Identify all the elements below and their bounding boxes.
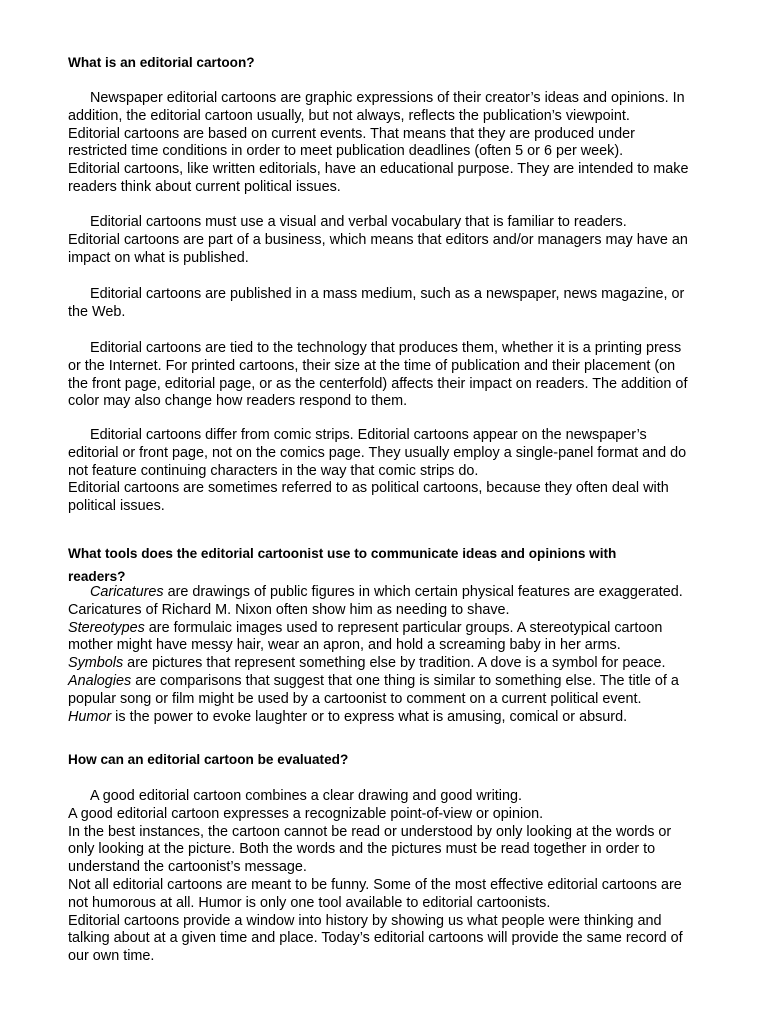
term-humor: Humor <box>68 708 112 725</box>
text-line: editorial or front page, not on the comics page. They usually employ a single-panel format and do <box>68 444 687 461</box>
text-line: the front page, editorial page, or as the centerfold) affects their impact on readers. The addition of <box>68 375 688 392</box>
text-line: not feature continuing characters in the way that comic strips do. <box>68 462 479 479</box>
text-line: In the best instances, the cartoon cannot be read or understood by only looking at the words or <box>68 823 672 840</box>
text-line: Editorial cartoons, like written editorials, have an educational purpose. They are intended to make <box>68 161 689 178</box>
text-line: political issues. <box>68 498 165 515</box>
text-line: impact on what is published. <box>68 249 249 266</box>
definition-text: are formulaic images used to represent particular groups. A stereotypical cartoon <box>144 619 663 636</box>
text-line: restricted time conditions in order to meet publication deadlines (often 5 or 6 per week). <box>68 143 624 160</box>
term-analogies: Analogies <box>68 672 132 689</box>
text-line: addition, the editorial cartoon usually, but not always, reflects the publication’s viewpoint. <box>68 107 630 124</box>
paragraph-comic-strips <box>68 427 728 516</box>
text-line: Editorial cartoons must use a visual and verbal vocabulary that is familiar to readers. <box>90 214 627 230</box>
text-line: Not all editorial cartoons are meant to be funny. Some of the most effective editorial cartoons are <box>68 876 682 893</box>
paragraph-evaluation <box>68 788 728 966</box>
tool-humor <box>68 709 728 727</box>
text-line: Caricatures of Richard M. Nixon often show him as needing to shave. <box>68 601 510 618</box>
text-line: Editorial cartoons provide a window into history by showing us what people were thinking and <box>68 912 662 929</box>
text-line: Newspaper editorial cartoons are graphic expressions of their creator’s ideas and opinions. In <box>90 90 685 106</box>
section-heading-evaluation: How can an editorial cartoon be evaluated? <box>68 752 349 767</box>
tool-symbols <box>68 655 728 673</box>
text-line: our own time. <box>68 948 155 965</box>
text-line: Editorial cartoons differ from comic strips. Editorial cartoons appear on the newspaper’s <box>90 427 647 443</box>
definition-text: are pictures that represent something else by tradition. A dove is a symbol for peace. <box>123 655 666 672</box>
text-line: color may also change how readers respond to them. <box>68 393 408 410</box>
tool-analogies <box>68 673 728 691</box>
tool-stereotypes <box>68 620 728 638</box>
paragraph-mass-medium <box>68 286 728 322</box>
definition-text: are drawings of public figures in which certain physical features are exaggerated. <box>163 584 683 600</box>
text-line: A good editorial cartoon expresses a recognizable point-of-view or opinion. <box>68 805 544 822</box>
term-caricatures: Caricatures <box>90 584 164 600</box>
paragraph-technology <box>68 340 728 411</box>
tools-list <box>68 584 728 726</box>
text-line: only looking at the picture. Both the words and the pictures must be read together in order to <box>68 841 656 858</box>
heading-line: What tools does the editorial cartoonist use to communicate ideas and opinions with <box>68 546 617 561</box>
section-heading-tools <box>68 542 728 588</box>
paragraph-vocabulary <box>68 214 728 267</box>
text-line: mother might have messy hair, wear an apron, and hold a screaming baby in her arms. <box>68 637 621 654</box>
tool-caricatures <box>68 584 728 602</box>
text-line: Editorial cartoons are published in a mass medium, such as a newspaper, news magazine, or <box>90 286 685 302</box>
definition-text: is the power to evoke laughter or to express what is amusing, comical or absurd. <box>111 708 628 725</box>
text-line: understand the cartoonist’s message. <box>68 859 307 876</box>
text-line: popular song or film might be used by a cartoonist to comment on a current political event. <box>68 690 642 707</box>
text-line: or the Internet. For printed cartoons, their size at the time of publication and their placement (on <box>68 357 676 374</box>
text-line: readers think about current political issues. <box>68 178 341 195</box>
heading-line: readers? <box>68 569 126 584</box>
paragraph-definition <box>68 90 728 197</box>
text-line: talking about at a given time and place. Today’s editorial cartoons will provide the same record of <box>68 930 683 947</box>
definition-text: are comparisons that suggest that one thing is similar to something else. The title of a <box>131 672 679 689</box>
text-line: Editorial cartoons are tied to the technology that produces them, whether it is a printing press <box>90 340 682 356</box>
text-line: Editorial cartoons are sometimes referred to as political cartoons, because they often deal with <box>68 480 669 497</box>
text-line: Editorial cartoons are based on current events. That means that they are produced under <box>68 125 635 142</box>
text-line: Editorial cartoons are part of a business, which means that editors and/or managers may have an <box>68 231 688 248</box>
text-line: the Web. <box>68 303 126 320</box>
term-symbols: Symbols <box>68 655 124 672</box>
text-line: not humorous at all. Humor is only one tool available to editorial cartoonists. <box>68 894 551 911</box>
section-heading-what-is: What is an editorial cartoon? <box>68 55 255 70</box>
term-stereotypes: Stereotypes <box>68 619 145 636</box>
text-line: A good editorial cartoon combines a clear drawing and good writing. <box>90 788 522 804</box>
